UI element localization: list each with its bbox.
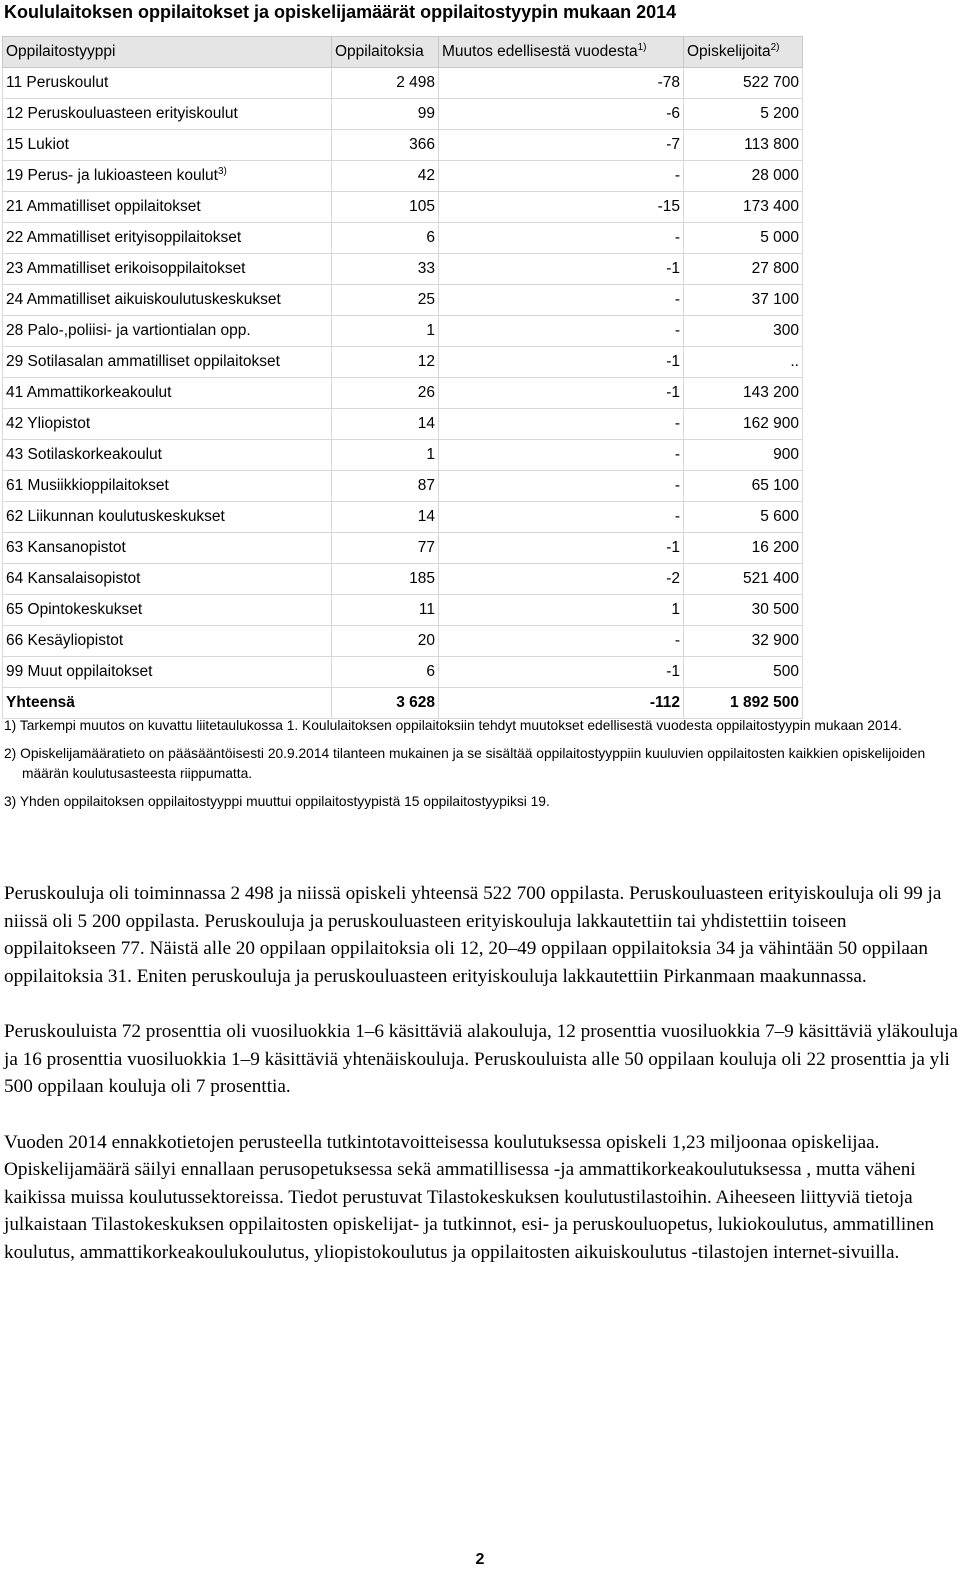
paragraph: Peruskouluja oli toiminnassa 2 498 ja niissä opiskeli yhteensä 522 700 oppilasta. Peruskouluasteen erityiskouluja oli 99 ja niissä oli 5 200 oppilasta. Peruskouluja ja peruskouluasteen erityiskouluja lakkautettiin tai yhdistettiin toiseen oppilaitokseen 77. Näistä alle 20 oppilaan oppilaitoksia oli 12, 20–49 oppilaan oppilaitoksia 34 ja vähintään 50 oppilaan oppilaitoksia 31. Eniten peruskouluja ja peruskouluasteen erityiskouluja lakkautettiin Pirkanmaan maakunnassa. — [4, 883, 942, 987]
table-row — [3, 316, 803, 347]
cell-students: 16 200 — [684, 533, 803, 564]
page-number: 2 — [475, 1551, 485, 1568]
table-title: Koululaitoksen oppilaitokset ja opiskelijamäärät oppilaitostyypin mukaan 2014 — [4, 2, 677, 22]
cell-type: 66 Kesäyliopistot — [3, 626, 332, 657]
cell-students: 37 100 — [684, 285, 803, 316]
cell-type: 99 Muut oppilaitokset — [3, 657, 332, 688]
cell-count: 42 — [332, 161, 439, 192]
cell-count: 6 — [332, 223, 439, 254]
cell-change: - — [439, 316, 684, 347]
cell-students: 162 900 — [684, 409, 803, 440]
cell-type: 24 Ammatilliset aikuiskoulutuskeskukset — [3, 285, 332, 316]
cell-type: 29 Sotilasalan ammatilliset oppilaitokset — [3, 347, 332, 378]
cell-count: 14 — [332, 502, 439, 533]
cell-type: 28 Palo-,poliisi- ja vartiontialan opp. — [3, 316, 332, 347]
total-label: Yhteensä — [3, 688, 332, 719]
table-row — [3, 657, 803, 688]
cell-change: -15 — [439, 192, 684, 223]
cell-change: -1 — [439, 533, 684, 564]
cell-count: 366 — [332, 130, 439, 161]
cell-students: 173 400 — [684, 192, 803, 223]
cell-students: 5 200 — [684, 99, 803, 130]
table-row — [3, 99, 803, 130]
cell-change: 1 — [439, 595, 684, 626]
cell-students: 27 800 — [684, 254, 803, 285]
cell-count: 26 — [332, 378, 439, 409]
table-row — [3, 533, 803, 564]
cell-count: 185 — [332, 564, 439, 595]
table-total-row — [3, 688, 803, 719]
total-students: 1 892 500 — [684, 688, 803, 719]
table-row — [3, 564, 803, 595]
body-text — [4, 880, 958, 1294]
cell-students: 522 700 — [684, 68, 803, 99]
cell-type: 21 Ammatilliset oppilaitokset — [3, 192, 332, 223]
cell-type: 62 Liikunnan koulutuskeskukset — [3, 502, 332, 533]
cell-students: 65 100 — [684, 471, 803, 502]
cell-change: -78 — [439, 68, 684, 99]
cell-count: 2 498 — [332, 68, 439, 99]
cell-change: -2 — [439, 564, 684, 595]
cell-change: -1 — [439, 378, 684, 409]
table-header-row — [3, 37, 803, 68]
cell-change: -1 — [439, 254, 684, 285]
cell-change: - — [439, 626, 684, 657]
cell-students: 900 — [684, 440, 803, 471]
footnote-2: 2) Opiskelijamääratieto on pääsääntöisesti 20.9.2014 tilanteen mukainen ja se sisältää oppilaitostyyppiin kuuluvien oppilaitosten kaikkien opiskelijoiden määrän koulutusasteesta riippumatta. — [4, 746, 926, 781]
table-row — [3, 161, 803, 192]
cell-type: 15 Lukiot — [3, 130, 332, 161]
cell-students: 5 000 — [684, 223, 803, 254]
cell-type: 12 Peruskouluasteen erityiskoulut — [3, 99, 332, 130]
table-row — [3, 471, 803, 502]
table-row — [3, 192, 803, 223]
paragraph: Peruskouluista 72 prosenttia oli vuosiluokkia 1–6 käsittäviä alakouluja, 12 prosenttia vuosiluokkia 7–9 käsittäviä yläkouluja ja 16 prosenttia vuosiluokkia 1–9 käsittäviä yhtenäiskouluja. Peruskouluista alle 50 oppilaan kouluja oli 22 prosenttia ja yli 500 oppilaan kouluja oli 7 prosenttia. — [4, 1021, 958, 1097]
cell-type: 19 Perus- ja lukioasteen koulut$^{3)}$ — [3, 161, 332, 192]
cell-students: 113 800 — [684, 130, 803, 161]
cell-count: 25 — [332, 285, 439, 316]
cell-count: 33 — [332, 254, 439, 285]
cell-students: 300 — [684, 316, 803, 347]
cell-students: 5 600 — [684, 502, 803, 533]
table-row — [3, 595, 803, 626]
paragraph: Vuoden 2014 ennakkotietojen perusteella tutkintotavoitteisessa koulutuksessa opiskeli 1,23 miljoonaa opiskelijaa. Opiskelijamäärä säilyi ennallaan perusopetuksessa sekä ammatillisessa -ja ammattikorkeakoulutuksessa , mutta väheni kaikissa muissa koulutussektoreissa. Tiedot perustuvat Tilastokeskuksen koulutustilastoihin. Aiheeseen liittyviä tietoja julkaistaan Tilastokeskuksen oppilaitosten opiskelijat- ja tutkinnot, esi- ja peruskouluopetus, lukiokoulutus, ammatillinen koulutus, ammattikorkeakoulukoulutus, yliopistokoulutus ja oppilaitosten aikuiskoulutus -tilastojen internet-sivuilla. — [4, 1131, 934, 1263]
table-row — [3, 440, 803, 471]
table-row — [3, 378, 803, 409]
table-row — [3, 68, 803, 99]
header-change: Muutos edellisestä vuodesta$^{1)}$ — [439, 37, 684, 68]
total-change: -112 — [439, 688, 684, 719]
footnote-1: 1) Tarkempi muutos on kuvattu liitetaulukossa 1. Koululaitoksen oppilaitoksiin tehdyt muutokset edellisestä vuodesta oppilaitostyypin mukaan 2014. — [4, 718, 902, 733]
total-count: 3 628 — [332, 688, 439, 719]
cell-type: 42 Yliopistot — [3, 409, 332, 440]
table-row — [3, 347, 803, 378]
cell-type: 63 Kansanopistot — [3, 533, 332, 564]
cell-count: 77 — [332, 533, 439, 564]
cell-change: -6 — [439, 99, 684, 130]
footnote-3: 3) Yhden oppilaitoksen oppilaitostyyppi muuttui oppilaitostyypistä 15 oppilaitostyypiksi 19. — [4, 794, 550, 809]
table-row — [3, 409, 803, 440]
cell-students: 28 000 — [684, 161, 803, 192]
table-row — [3, 254, 803, 285]
table-row — [3, 130, 803, 161]
cell-count: 87 — [332, 471, 439, 502]
cell-type: 61 Musiikkioppilaitokset — [3, 471, 332, 502]
cell-type: 65 Opintokeskukset — [3, 595, 332, 626]
cell-count: 1 — [332, 316, 439, 347]
cell-type: 22 Ammatilliset erityisoppilaitokset — [3, 223, 332, 254]
cell-students: 521 400 — [684, 564, 803, 595]
table-row — [3, 285, 803, 316]
cell-count: 105 — [332, 192, 439, 223]
header-type: Oppilaitostyyppi — [3, 37, 332, 68]
cell-count: 1 — [332, 440, 439, 471]
table-row — [3, 223, 803, 254]
cell-change: - — [439, 409, 684, 440]
cell-change: - — [439, 502, 684, 533]
table-row — [3, 626, 803, 657]
cell-change: - — [439, 161, 684, 192]
cell-change: -1 — [439, 657, 684, 688]
cell-change: - — [439, 223, 684, 254]
cell-count: 20 — [332, 626, 439, 657]
cell-count: 12 — [332, 347, 439, 378]
cell-change: - — [439, 440, 684, 471]
table-row — [3, 502, 803, 533]
cell-students: 30 500 — [684, 595, 803, 626]
cell-type: 41 Ammattikorkeakoulut — [3, 378, 332, 409]
cell-type: 23 Ammatilliset erikoisoppilaitokset — [3, 254, 332, 285]
cell-change: -7 — [439, 130, 684, 161]
header-students: Opiskelijoita$^{2)}$ — [684, 37, 803, 68]
cell-change: - — [439, 471, 684, 502]
cell-students: 32 900 — [684, 626, 803, 657]
footnotes — [4, 716, 958, 820]
cell-count: 6 — [332, 657, 439, 688]
cell-count: 99 — [332, 99, 439, 130]
cell-type: 43 Sotilaskorkeakoulut — [3, 440, 332, 471]
header-count: Oppilaitoksia — [332, 37, 439, 68]
cell-count: 14 — [332, 409, 439, 440]
cell-change: -1 — [439, 347, 684, 378]
cell-change: - — [439, 285, 684, 316]
cell-type: 11 Peruskoulut — [3, 68, 332, 99]
cell-type: 64 Kansalaisopistot — [3, 564, 332, 595]
cell-students: 143 200 — [684, 378, 803, 409]
cell-count: 11 — [332, 595, 439, 626]
institutions-table — [2, 36, 803, 719]
cell-students: 500 — [684, 657, 803, 688]
cell-students: .. — [684, 347, 803, 378]
